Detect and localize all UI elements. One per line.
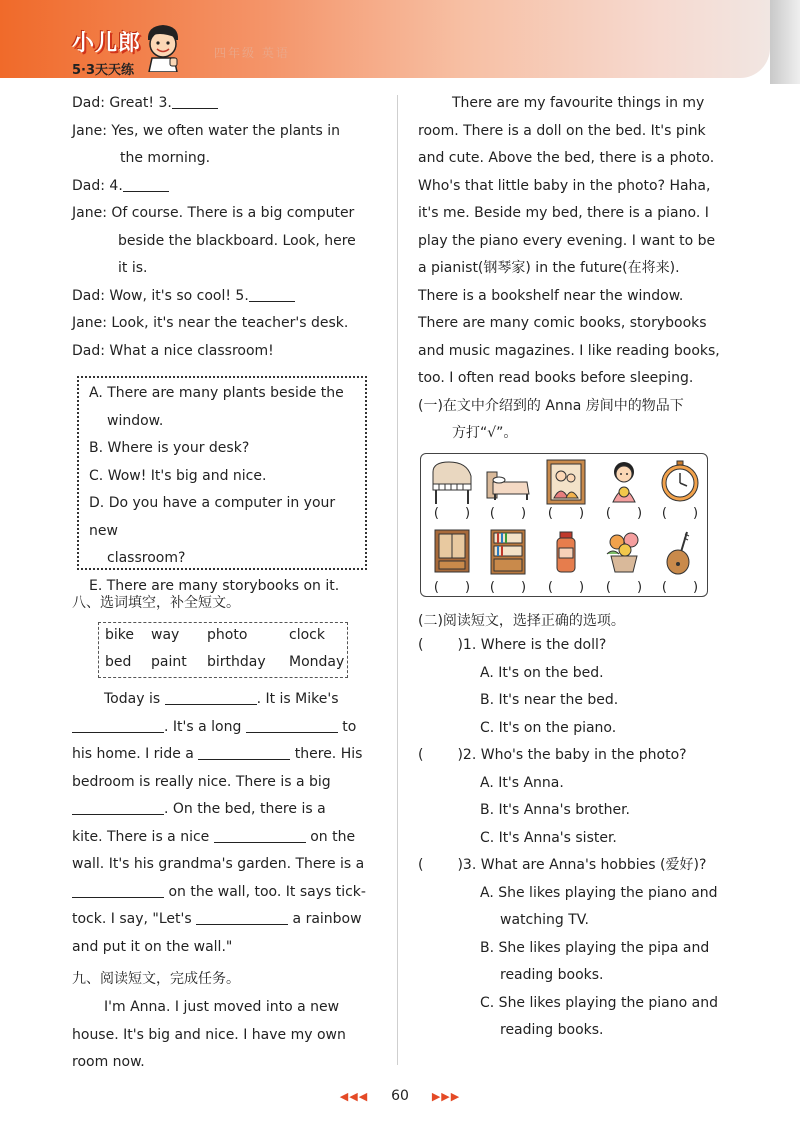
reading-line: a pianist(钢琴家) in the future(在将来). — [418, 260, 680, 276]
dialogue-line: the morning. — [120, 150, 211, 166]
cloze-passage — [72, 686, 377, 961]
answer-paren[interactable]: ( — [418, 637, 424, 653]
check-box[interactable]: ( ) — [605, 506, 643, 521]
passage-line: tock. I say, "Let's a rainbow — [72, 906, 377, 934]
intro-line: I'm Anna. I just moved into a new — [104, 999, 340, 1015]
options-box — [77, 376, 367, 594]
question-option[interactable]: C. It's Anna's sister. — [480, 829, 617, 846]
dialogue-line: Jane: Of course. There is a big computer — [72, 205, 355, 221]
question-option[interactable]: C. She likes playing the piano and — [480, 994, 718, 1011]
answer-blank[interactable] — [198, 743, 290, 760]
pipa-icon — [655, 528, 705, 576]
reading-line: Who's that little baby in the photo? Haha, — [418, 177, 711, 194]
option-d: D. Do you have a computer in your new — [89, 495, 336, 539]
task-2-title: (二)阅读短文，选择正确的选项。 — [418, 613, 625, 629]
right-arrows-icon: ▶▶▶ — [431, 1090, 461, 1103]
question-option[interactable]: A. It's on the bed. — [480, 664, 604, 681]
left-arrows-icon: ◀◀◀ — [339, 1090, 369, 1103]
reading-line: it's me. Beside my bed, there is a piano. I — [418, 205, 709, 221]
answer-blank[interactable] — [214, 826, 306, 843]
doll-icon — [599, 458, 649, 506]
question-3: ( )3. What are Anna's hobbies (爱好)? — [418, 857, 707, 873]
answer-blank[interactable] — [172, 92, 218, 109]
check-box[interactable]: ( ) — [489, 580, 527, 595]
answer-blank[interactable] — [72, 716, 164, 733]
reading-line: play the piano every evening. I want to be — [418, 232, 716, 249]
answer-blank[interactable] — [72, 798, 164, 815]
picture-grid — [420, 453, 708, 597]
page-footer — [0, 1088, 800, 1104]
task-1-line: 方打“√”。 — [452, 425, 518, 441]
word-item: Monday — [289, 654, 345, 670]
option-a: A. There are many plants beside the — [89, 385, 344, 401]
question-option[interactable]: A. It's Anna. — [480, 774, 564, 791]
answer-blank[interactable] — [72, 881, 164, 898]
option-a-cont: window. — [107, 412, 164, 429]
check-box[interactable]: ( ) — [433, 506, 471, 521]
brand-logo — [72, 26, 141, 78]
answer-blank[interactable] — [246, 716, 338, 733]
passage-line: bedroom is really nice. There is a big — [72, 773, 331, 790]
brand-name: 小儿郎 — [72, 31, 142, 56]
question-2: ( )2. Who's the baby in the photo? — [418, 747, 687, 763]
page-edge — [770, 0, 800, 84]
question-option-cont: reading books. — [500, 967, 604, 983]
question-option[interactable]: A. She likes playing the piano and — [480, 884, 718, 901]
answer-paren[interactable]: ( — [418, 857, 424, 873]
word-item: birthday — [207, 654, 266, 670]
dialogue-line: Jane: Look, it's near the teacher's desk. — [72, 315, 349, 331]
answer-blank[interactable] — [249, 285, 295, 302]
task-1-line: (一)在文中介绍到的 Anna 房间中的物品下 — [418, 397, 684, 414]
thermos-icon — [541, 528, 591, 576]
question-option-cont: reading books. — [500, 1022, 604, 1038]
dialogue-line: Dad: Wow, it's so cool! 5. — [72, 283, 377, 311]
word-item: clock — [289, 627, 325, 643]
reading-line: and cute. Above the bed, there is a photo. — [418, 150, 715, 166]
dialogue-line: Jane: Yes, we often water the plants in — [72, 122, 341, 139]
dialogue-line: beside the blackboard. Look, here — [118, 232, 356, 249]
passage-line: and put it on the wall." — [72, 938, 233, 955]
question-option[interactable]: C. It's on the piano. — [480, 719, 617, 736]
flowers-icon — [599, 528, 649, 576]
page-header — [0, 0, 800, 84]
reading-line: There are my favourite things in my — [452, 95, 705, 111]
reading-line: There are many comic books, storybooks — [418, 315, 707, 331]
word-bank — [98, 622, 348, 678]
passage-line: kite. There is a nice on the — [72, 824, 377, 852]
check-box[interactable]: ( ) — [547, 580, 585, 595]
piano-icon — [427, 458, 477, 506]
passage-line: on the wall, too. It says tick- — [72, 879, 377, 907]
reading-line: and music magazines. I like reading books, — [418, 342, 720, 359]
word-item: way — [151, 627, 180, 643]
passage-line: Today is . It is Mike's — [72, 686, 377, 714]
answer-blank[interactable] — [165, 688, 257, 705]
reading-passage — [418, 90, 724, 448]
dialogue-line: it is. — [118, 260, 148, 276]
section-9-title: 九、阅读短文，完成任务。 — [72, 971, 240, 987]
photo-icon — [541, 458, 591, 506]
reading-line: too. I often read books before sleeping. — [418, 370, 694, 386]
dialogue-line: Dad: What a nice classroom! — [72, 342, 274, 359]
passage-line: . It's a long to — [72, 714, 377, 742]
header-watermark: 四年级 英语 — [214, 46, 290, 60]
passage-line: his home. I ride a there. His — [72, 741, 377, 769]
question-1: ( )1. Where is the doll? — [418, 637, 607, 653]
word-item: bed — [105, 654, 132, 670]
answer-blank[interactable] — [123, 175, 169, 192]
question-option-cont: watching TV. — [500, 912, 589, 928]
option-b: B. Where is your desk? — [89, 440, 250, 456]
clock-icon — [655, 458, 705, 506]
dialogue-line: Dad: Great! 3. — [72, 90, 377, 118]
check-box[interactable]: ( ) — [661, 506, 699, 521]
reading-intro — [72, 994, 377, 1077]
check-box[interactable]: ( ) — [489, 506, 527, 521]
passage-line: . On the bed, there is a — [72, 796, 377, 824]
intro-line: house. It's big and nice. I have my own — [72, 1026, 346, 1043]
reading-line: There is a bookshelf near the window. — [418, 287, 684, 304]
dialogue-line: Dad: 4. — [72, 173, 377, 201]
answer-blank[interactable] — [196, 908, 288, 925]
word-item: bike — [105, 627, 134, 643]
check-box[interactable]: ( ) — [605, 580, 643, 595]
section-8-title: 八、选词填空，补全短文。 — [72, 595, 240, 611]
reading-line: room. There is a doll on the bed. It's pink — [418, 122, 706, 139]
dialogue-section — [72, 90, 377, 365]
check-box[interactable]: ( ) — [661, 580, 699, 595]
answer-paren[interactable]: ( — [418, 747, 424, 763]
check-box[interactable]: ( ) — [433, 580, 471, 595]
column-divider — [397, 95, 398, 1065]
questions — [418, 632, 728, 1045]
word-item: paint — [151, 654, 187, 670]
question-option[interactable]: B. It's Anna's brother. — [480, 802, 631, 818]
question-option[interactable]: B. It's near the bed. — [480, 692, 619, 708]
mascot-icon — [143, 22, 183, 72]
word-item: photo — [207, 627, 248, 643]
intro-line: room now. — [72, 1054, 145, 1070]
check-box[interactable]: ( ) — [547, 506, 585, 521]
option-d-cont: classroom? — [107, 550, 186, 566]
wardrobe-icon — [427, 528, 477, 576]
option-c: C. Wow! It's big and nice. — [89, 467, 267, 484]
bookshelf-icon — [483, 528, 533, 576]
passage-line: wall. It's his grandma's garden. There is a — [72, 856, 365, 872]
bed-icon — [483, 458, 533, 506]
page-number: 60 — [391, 1088, 409, 1104]
series-name: 5·3天天练 — [72, 63, 135, 78]
question-option[interactable]: B. She likes playing the pipa and — [480, 939, 710, 956]
option-e: E. There are many storybooks on it. — [89, 577, 340, 594]
